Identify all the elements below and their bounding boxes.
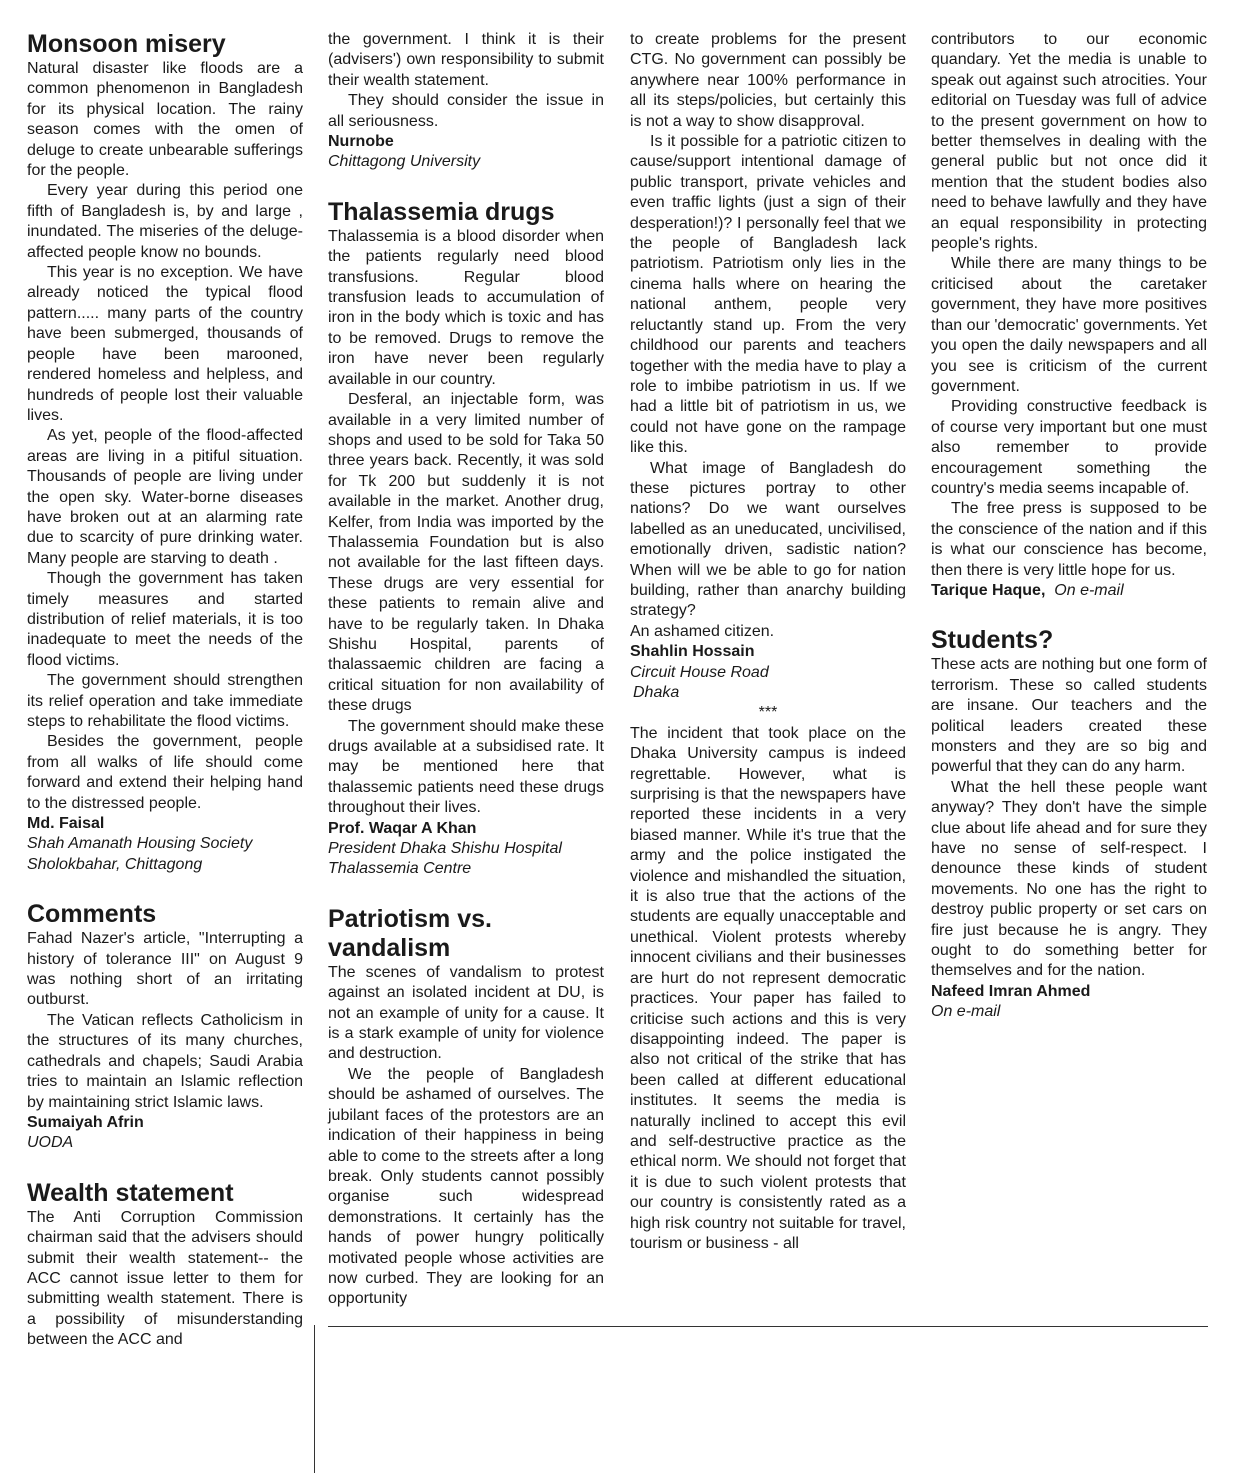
letter-paragraph: The Anti Corruption Commission chairman said that the advisers should submit their wealth statement-- the ACC cannot issue letter to them for submitting wealth statement. There is a possibility of misunderstanding between the ACC and [27,1208,303,1349]
letter-paragraph: The free press is supposed to be the conscience of the nation and if this is what our conscience has become, then there is very little hope for us. [931,500,1207,579]
letter-title: Students? [931,626,1054,655]
author-name: Nurnobe [328,133,394,151]
letter-title: Patriotism vs. vandalism [328,904,492,962]
letter-paragraph: We the people of Bangladesh should be ashamed of ourselves. The jubilant faces of the protestors are an indication of their happiness in being able to come to the streets after a long break. Only students cannot possibly organise such widespread demonstrations. It certainly has the hands of power hungry politically motivated people whose activities are now curbed. They are looking for an opportunity [328,1065,604,1308]
author-address: President Dhaka Shishu Hospital [328,840,562,858]
letter-paragraph: Natural disaster like floods are a common phenomenon in Bangladesh for its physical location. The rainy season comes with the omen of deluge to create unbearable sufferings for the people. [27,60,303,180]
letter-title: Comments [27,900,157,929]
column-4 [931,30,1207,1023]
section-rule [328,1326,1208,1327]
author-address: UODA [27,1134,74,1152]
letter-paragraph: Fahad Nazer's article, "Interrupting a history of tolerance III" on August 9 was nothing short of an irritating outburst. [27,930,303,1009]
letter-paragraph: They should consider the issue in all seriousness. [328,92,604,130]
author-address: On e-mail [931,1003,1001,1021]
letter-closing: An ashamed citizen. [630,622,775,640]
letter-paragraph: As yet, people of the flood-affected areas are living in a pitiful situation. Thousands of people are living under the open sky. Water-borne diseases have broken out at an alarming rate due to scarcity of pure drinking water. Many people are starving to death . [27,427,303,567]
letter-paragraph: the government. I think it is their (advisers') own responsibility to submit their wealth statement. [328,31,604,89]
author-address: Circuit House Road [630,663,769,681]
letter-paragraph: The government should strengthen its relief operation and take immediate steps to rehabilitate the flood victims. [27,672,303,730]
letter-paragraph: The Vatican reflects Catholicism in the structures of its many churches, cathedrals and chapels; Saudi Arabia tries to maintain an Islamic reflection by maintaining strict Islamic laws. [27,1011,303,1111]
letter-paragraph: Besides the government, people from all walks of life should come forward and extend their helping hand to the distressed people. [27,733,303,812]
author-address: Sholokbahar, Chittagong [27,855,203,873]
author-signature [931,581,1207,601]
author-address: Chittagong University [328,153,481,171]
letter-paragraph: While there are many things to be criticised about the caretaker government, they have more positives than our 'democratic' governments. Yet you open the daily newspapers and all you see is criticism of the current government. [931,255,1207,395]
letter-paragraph: The government should make these drugs available at a subsidised rate. It may be mentioned here that thalassemic patients need these drugs throughout their lives. [328,717,604,817]
letter-paragraph: Desferal, an injectable form, was available in a very limited number of shops and used to be sold for Taka 50 three years back. Recently, it was sold for Tk 200 but suddenly it is not available in the market. Another drug, Kelfer, from India was imported by the Thalassemia Foundation but is also not available for the last fifteen days. These drugs are very essential for these patients to remain alive and have to be regularly taken. In Dhaka Shishu Hospital, parents of thalassaemic children are facing a critical situation for non availability of these drugs [328,391,604,715]
letter-title: Wealth statement [27,1178,234,1207]
letter-paragraph: What image of Bangladesh do these pictures portray to other nations? Do we want ourselves labelled as an uneducated, uncivilised, emotionally driven, sadistic nation? When will we be able to go for nation building, rather than anarchy building strategy? [630,459,906,620]
letter-paragraph: This year is no exception. We have already noticed the typical flood pattern..... many parts of the country have been submerged, thousands of people have been marooned, rendered homeless and helpless, and hundreds of people lost their valuable lives. [27,264,303,424]
letter-paragraph: The scenes of vandalism to protest against an isolated incident at DU, is not an example of unity for a cause. It is a stark example of unity for violence and destruction. [328,963,604,1063]
column-3 [630,30,906,1254]
author-via: On e-mail [1054,581,1124,599]
column-divider [314,1325,315,1473]
author-name: Sumaiyah Afrin [27,1113,144,1131]
column-2 [328,30,604,1310]
column-1 [27,30,303,1351]
author-address: Shah Amanath Housing Society [27,835,253,853]
author-address: Thalassemia Centre [328,860,472,878]
letter-paragraph: Thalassemia is a blood disorder when the patients regularly need blood transfusions. Regular blood transfusion leads to accumulation of iron in the body which is toxic and has to be removed. Drugs to remove the iron have never been regularly available in our country. [328,227,604,388]
letter-paragraph: to create problems for the present CTG. No government can possibly be anywhere near 100% performance in all its steps/policies, but certainly this is not a way to show disapproval. [630,31,906,130]
letter-paragraph: Every year during this period one fifth of Bangladesh is, by and large , inundated. The miseries of the deluge-affected people know no bounds. [27,182,303,261]
author-name: Shahlin Hossain [630,643,755,661]
letter-paragraph: Is it possible for a patriotic citizen to cause/support intentional damage of public transport, private vehicles and even traffic lights (just a sign of their desperation!)? I personally feel that we the people of Bangladesh lack patriotism. Patriotism only lies in the cinema halls where on hearing the national anthem, people very reluctantly stand up. From the very childhood our parents and teachers together with the media have to play a role to imbibe patriotism in us. If we had a little bit of patriotism in us, we could not have gone on the rampage like this. [630,133,906,457]
letter-paragraph: What the hell these people want anyway? They don't have the simple clue about life ahead and for sure they have no sense of self-respect. I denounce these kinds of student movements. No one has the right to destroy public property or set cars on fire just because he is angry. They ought to do something better for themselves and for the nation. [931,778,1207,980]
letter-paragraph: These acts are nothing but one form of terrorism. These so called students are insane. Our teachers and the political leaders created these monsters and they are so big and powerful that they can do any harm. [931,656,1207,776]
letter-title: Monsoon misery [27,30,226,58]
author-address: Dhaka [633,684,680,701]
letter-paragraph: Though the government has taken timely measures and started distribution of relief materials, it is too inadequate to meet the needs of the flood victims. [27,570,303,669]
section-separator: *** [758,704,778,722]
author-name: Nafeed Imran Ahmed [931,982,1091,1000]
author-name: Md. Faisal [27,815,105,833]
author-name: Tarique Haque, [931,581,1046,599]
letter-paragraph: The incident that took place on the Dhaka University campus is indeed regrettable. However, what is surprising is that the newspapers have reported these incidents in a very biased manner. While it's true that the army and the police instigated the violence and mishandled the situation, it is also true that the actions of the students are equally unacceptable and unethical. Violent protests whereby innocent civilians and their businesses are hurt do not represent democratic practices. Your paper has failed to criticise such actions and this is very disappointing indeed. The paper is also not critical of the strike that has been called at different educational institutes. It seems the media is naturally inclined to accept this evil and self-destructive practice as the ethical norm. We should not forget that it is due to such violent protests that our country is consistently rated as a high risk country not suitable for travel, tourism or business - all [630,724,906,1252]
author-name: Prof. Waqar A Khan [328,819,477,837]
letter-paragraph: contributors to our economic quandary. Yet the media is unable to speak out against such atrocities. Your editorial on Tuesday was full of advice to the present government on how to better themselves in dealing with the general public but not once did it mention that the student bodies also need to behave lawfully and they have an equal responsibility in protecting people's rights. [931,31,1207,253]
letter-paragraph: Providing constructive feedback is of course very important but one must also remember to provide encouragement something the country's media seems incapable of. [931,398,1207,497]
letter-title: Thalassemia drugs [328,197,555,226]
